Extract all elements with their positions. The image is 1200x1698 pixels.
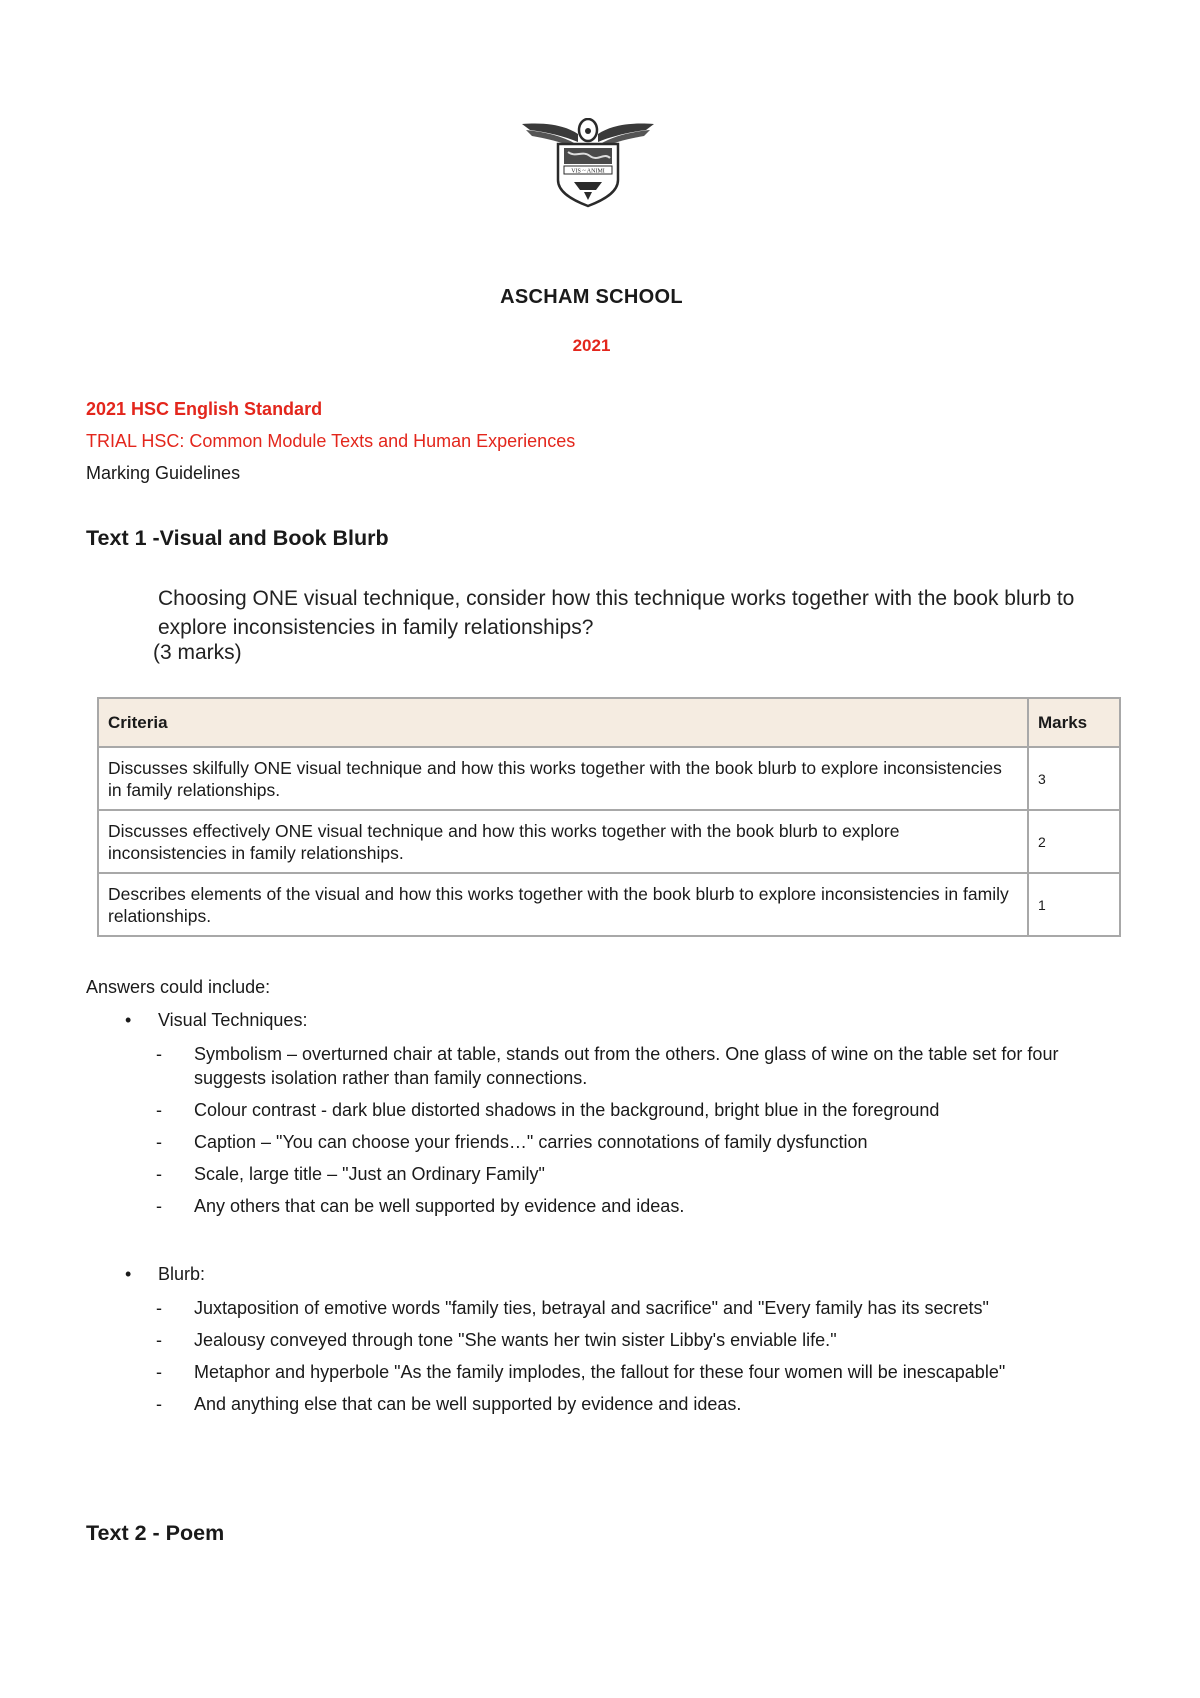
bullet-label: Visual Techniques: (158, 1010, 308, 1030)
list-item: - Symbolism – overturned chair at table, stands out from the others. One glass of wine on the table set for four suggests isolation rather than family connections. (156, 1044, 1059, 1088)
marks-cell: 3 (1028, 747, 1120, 810)
visual-techniques-list (156, 1042, 1116, 1226)
table-row (98, 873, 1120, 936)
list-item: - And anything else that can be well supported by evidence and ideas. (156, 1394, 742, 1414)
bullet-blurb (125, 1264, 205, 1285)
marks-cell: 1 (1028, 873, 1120, 936)
answers-intro: Answers could include: (86, 977, 271, 997)
criteria-header: Criteria (98, 698, 1028, 747)
table-row (98, 747, 1120, 810)
list-item: - Scale, large title – "Just an Ordinary Family" (156, 1164, 545, 1184)
blurb-list (156, 1296, 1116, 1424)
criteria-cell: Describes elements of the visual and how this works together with the book blurb to explore inconsistencies in family relationships. (98, 873, 1028, 936)
list-item: - Any others that can be well supported by evidence and ideas. (156, 1196, 685, 1216)
list-item: - Colour contrast - dark blue distorted shadows in the background, bright blue in the foreground (156, 1100, 940, 1120)
table-header-row (98, 698, 1120, 747)
list-item: - Juxtaposition of emotive words "family ties, betrayal and sacrifice" and "Every family has its secrets" (156, 1298, 989, 1318)
bullet-visual-techniques (125, 1010, 307, 1031)
document-year: 2021 (572, 336, 611, 355)
table-row (98, 810, 1120, 873)
list-item: - Metaphor and hyperbole "As the family implodes, the fallout for these four women will be inescapable" (156, 1362, 1006, 1382)
bullet-icon: • (125, 1010, 132, 1030)
marks-cell: 2 (1028, 810, 1120, 873)
marking-criteria-table (97, 697, 1121, 937)
list-item: - Caption – "You can choose your friends…" carries connotations of family dysfunction (156, 1132, 868, 1152)
school-crest-logo (520, 118, 656, 210)
document-type: Marking Guidelines (86, 463, 241, 483)
exam-title: TRIAL HSC: Common Module Texts and Human Experiences (86, 431, 576, 451)
course-title: 2021 HSC English Standard (86, 399, 323, 419)
marks-header: Marks (1028, 698, 1120, 747)
question-text: Choosing ONE visual technique, consider how this technique works together with the book blurb to explore inconsistencies in family relationships? (158, 587, 1075, 639)
question-marks: (3 marks) (153, 641, 242, 664)
criteria-cell: Discusses skilfully ONE visual technique and how this works together with the book blurb to explore inconsistencies in family relationships. (98, 747, 1028, 810)
svg-text:VIS ~ ANIMI: VIS ~ ANIMI (571, 168, 605, 175)
section-heading-text-1: Text 1 -Visual and Book Blurb (86, 526, 389, 550)
bullet-icon: • (125, 1264, 132, 1284)
criteria-cell: Discusses effectively ONE visual technique and how this works together with the book blurb to explore inconsistencies in family relationships. (98, 810, 1028, 873)
list-item: - Jealousy conveyed through tone "She wants her twin sister Libby's enviable life." (156, 1330, 837, 1350)
school-name: ASCHAM SCHOOL (500, 286, 683, 308)
section-heading-text-2: Text 2 - Poem (86, 1521, 225, 1545)
bullet-label: Blurb: (158, 1264, 206, 1284)
